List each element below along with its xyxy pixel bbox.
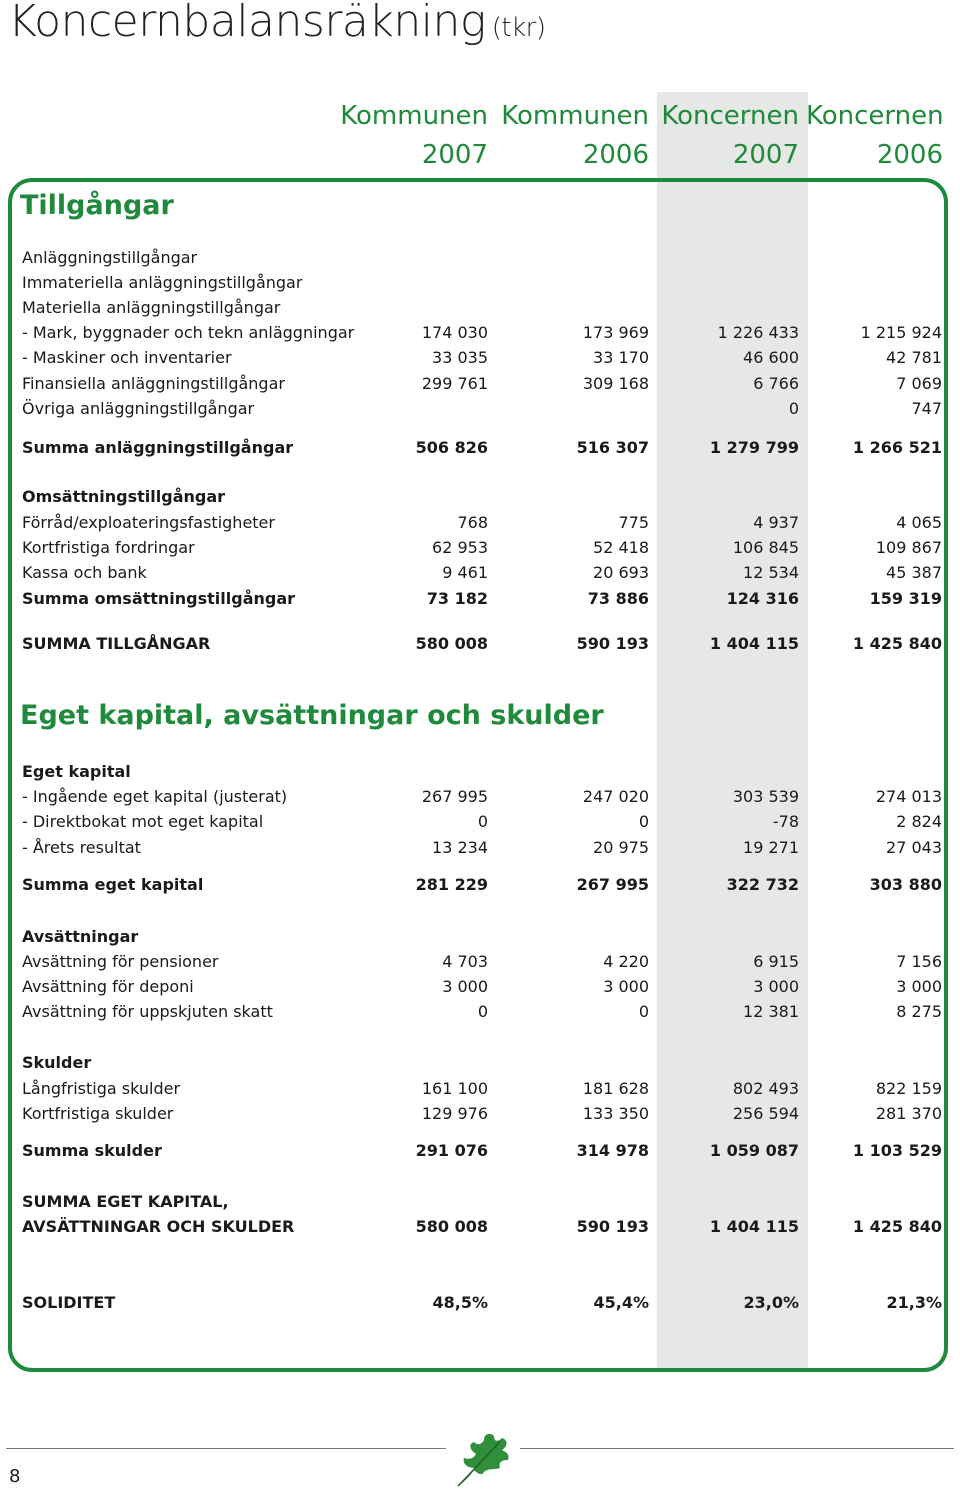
cell-value: 303 880 <box>869 875 942 894</box>
cell-value: 1 404 115 <box>709 1217 799 1236</box>
column-header-kommunen-2006: Kommunen 2006 <box>501 101 649 170</box>
row-label: Avsättning för pensioner <box>22 952 219 971</box>
row-label: Avsättningar <box>22 927 139 946</box>
cell-value: 0 <box>638 812 649 831</box>
table-row <box>22 1190 942 1214</box>
table-row <box>22 561 942 585</box>
cell-value: 62 953 <box>432 538 488 557</box>
table-row <box>22 1077 942 1101</box>
cell-value: -78 <box>772 812 799 831</box>
cell-value: 775 <box>618 513 649 532</box>
cell-value: 6 766 <box>753 374 799 393</box>
table-row <box>22 536 942 560</box>
row-label: Avsättning för deponi <box>22 977 194 996</box>
cell-value: 1 279 799 <box>709 438 799 457</box>
oak-leaf-icon <box>448 1430 518 1490</box>
column-header-kommunen-2007: Kommunen 2007 <box>340 101 488 170</box>
cell-value: 314 978 <box>576 1141 649 1160</box>
row-label: Materiella anläggningstillgångar <box>22 298 281 317</box>
cell-value: 21,3% <box>886 1293 942 1312</box>
cell-value: 516 307 <box>576 438 649 457</box>
cell-value: 45,4% <box>593 1293 649 1312</box>
cell-value: 4 703 <box>442 952 488 971</box>
table-row <box>22 925 942 949</box>
table-row <box>22 587 942 611</box>
row-label: Summa eget kapital <box>22 875 204 894</box>
cell-value: 20 975 <box>593 838 649 857</box>
cell-value: 747 <box>911 399 942 418</box>
row-label: - Mark, byggnader och tekn anläggningar <box>22 323 355 342</box>
row-label: - Maskiner och inventarier <box>22 348 232 367</box>
row-label: Övriga anläggningstillgångar <box>22 399 255 418</box>
cell-value: 291 076 <box>415 1141 488 1160</box>
cell-value: 590 193 <box>576 1217 649 1236</box>
row-label: Eget kapital <box>22 762 131 781</box>
cell-value: 0 <box>477 1002 488 1021</box>
footer-rule-left <box>6 1448 446 1449</box>
cell-value: 590 193 <box>576 634 649 653</box>
table-row <box>22 1000 942 1024</box>
cell-value: 274 013 <box>875 787 942 806</box>
cell-value: 1 425 840 <box>852 634 942 653</box>
row-label: Kortfristiga fordringar <box>22 538 195 557</box>
cell-value: 20 693 <box>593 563 649 582</box>
table-row <box>22 346 942 370</box>
cell-value: 181 628 <box>582 1079 649 1098</box>
section-heading-equity: Eget kapital, avsättningar och skulder <box>20 700 604 731</box>
page-title: Koncernbalansräkning (tkr) <box>8 0 546 47</box>
row-label: - Ingående eget kapital (justerat) <box>22 787 288 806</box>
cell-value: 4 220 <box>603 952 649 971</box>
page-number: 8 <box>9 1466 21 1487</box>
cell-value: 106 845 <box>732 538 799 557</box>
cell-value: 33 170 <box>593 348 649 367</box>
cell-value: 267 995 <box>421 787 488 806</box>
cell-value: 9 461 <box>442 563 488 582</box>
row-label: SOLIDITET <box>22 1293 116 1312</box>
row-label: Avsättning för uppskjuten skatt <box>22 1002 273 1021</box>
table-row <box>22 246 942 270</box>
cell-value: 33 035 <box>432 348 488 367</box>
cell-value: 3 000 <box>603 977 649 996</box>
cell-value: 7 069 <box>896 374 942 393</box>
cell-value: 299 761 <box>421 374 488 393</box>
cell-value: 1 266 521 <box>852 438 942 457</box>
cell-value: 73 182 <box>426 589 488 608</box>
table-row <box>22 1139 942 1163</box>
row-label: Långfristiga skulder <box>22 1079 181 1098</box>
cell-value: 281 229 <box>415 875 488 894</box>
table-row <box>22 1291 942 1315</box>
table-row <box>22 296 942 320</box>
table-row <box>22 321 942 345</box>
table-row <box>22 760 942 784</box>
table-row <box>22 1215 942 1239</box>
cell-value: 133 350 <box>582 1104 649 1123</box>
row-label: Omsättningstillgångar <box>22 487 226 506</box>
cell-value: 6 915 <box>753 952 799 971</box>
cell-value: 580 008 <box>415 634 488 653</box>
table-row <box>22 950 942 974</box>
cell-value: 322 732 <box>726 875 799 894</box>
column-header-koncernen-2006: Koncernen 2006 <box>806 101 944 170</box>
cell-value: 3 000 <box>753 977 799 996</box>
cell-value: 281 370 <box>875 1104 942 1123</box>
row-label: Kassa och bank <box>22 563 147 582</box>
row-label: Förråd/exploateringsfastigheter <box>22 513 275 532</box>
cell-value: 303 539 <box>732 787 799 806</box>
row-label: Kortfristiga skulder <box>22 1104 174 1123</box>
table-row <box>22 1102 942 1126</box>
table-row <box>22 810 942 834</box>
cell-value: 506 826 <box>415 438 488 457</box>
cell-value: 42 781 <box>886 348 942 367</box>
cell-value: 1 215 924 <box>860 323 942 342</box>
cell-value: 4 937 <box>753 513 799 532</box>
row-label: Summa omsättningstillgångar <box>22 589 296 608</box>
cell-value: 0 <box>638 1002 649 1021</box>
cell-value: 13 234 <box>432 838 488 857</box>
table-row <box>22 397 942 421</box>
cell-value: 8 275 <box>896 1002 942 1021</box>
cell-value: 12 534 <box>743 563 799 582</box>
cell-value: 3 000 <box>442 977 488 996</box>
table-row <box>22 785 942 809</box>
row-label: - Årets resultat <box>22 838 141 857</box>
cell-value: 247 020 <box>582 787 649 806</box>
table-row <box>22 511 942 535</box>
table-row <box>22 836 942 860</box>
row-label: - Direktbokat mot eget kapital <box>22 812 264 831</box>
cell-value: 802 493 <box>732 1079 799 1098</box>
row-label: Summa skulder <box>22 1141 162 1160</box>
cell-value: 161 100 <box>421 1079 488 1098</box>
row-label: Skulder <box>22 1053 92 1072</box>
cell-value: 129 976 <box>421 1104 488 1123</box>
row-label: AVSÄTTNINGAR OCH SKULDER <box>22 1217 295 1236</box>
cell-value: 267 995 <box>576 875 649 894</box>
cell-value: 1 226 433 <box>717 323 799 342</box>
row-label: SUMMA TILLGÅNGAR <box>22 634 211 653</box>
cell-value: 23,0% <box>743 1293 799 1312</box>
table-row <box>22 436 942 460</box>
cell-value: 309 168 <box>582 374 649 393</box>
cell-value: 27 043 <box>886 838 942 857</box>
cell-value: 580 008 <box>415 1217 488 1236</box>
row-label: Summa anläggningstillgångar <box>22 438 294 457</box>
cell-value: 46 600 <box>743 348 799 367</box>
cell-value: 768 <box>457 513 488 532</box>
cell-value: 822 159 <box>875 1079 942 1098</box>
cell-value: 45 387 <box>886 563 942 582</box>
row-label: Anläggningstillgångar <box>22 248 198 267</box>
column-header-koncernen-2007: Koncernen 2007 <box>661 101 799 170</box>
cell-value: 109 867 <box>875 538 942 557</box>
cell-value: 4 065 <box>896 513 942 532</box>
section-heading-assets: Tillgångar <box>20 190 174 221</box>
cell-value: 48,5% <box>432 1293 488 1312</box>
footer-rule-right <box>520 1448 954 1449</box>
row-label: SUMMA EGET KAPITAL, <box>22 1192 229 1211</box>
cell-value: 1 425 840 <box>852 1217 942 1236</box>
cell-value: 1 103 529 <box>852 1141 942 1160</box>
cell-value: 19 271 <box>743 838 799 857</box>
table-row <box>22 1051 942 1075</box>
cell-value: 1 404 115 <box>709 634 799 653</box>
cell-value: 1 059 087 <box>709 1141 799 1160</box>
cell-value: 173 969 <box>582 323 649 342</box>
cell-value: 3 000 <box>896 977 942 996</box>
table-row <box>22 873 942 897</box>
row-label: Immateriella anläggningstillgångar <box>22 273 303 292</box>
cell-value: 12 381 <box>743 1002 799 1021</box>
table-row <box>22 975 942 999</box>
table-row <box>22 372 942 396</box>
cell-value: 73 886 <box>587 589 649 608</box>
cell-value: 174 030 <box>421 323 488 342</box>
row-label: Finansiella anläggningstillgångar <box>22 374 285 393</box>
table-row <box>22 632 942 656</box>
cell-value: 159 319 <box>869 589 942 608</box>
cell-value: 124 316 <box>726 589 799 608</box>
cell-value: 52 418 <box>593 538 649 557</box>
unit-label: (tkr) <box>491 13 546 43</box>
table-row <box>22 271 942 295</box>
table-row <box>22 485 942 509</box>
cell-value: 0 <box>788 399 799 418</box>
cell-value: 256 594 <box>732 1104 799 1123</box>
cell-value: 0 <box>477 812 488 831</box>
cell-value: 2 824 <box>896 812 942 831</box>
cell-value: 7 156 <box>896 952 942 971</box>
